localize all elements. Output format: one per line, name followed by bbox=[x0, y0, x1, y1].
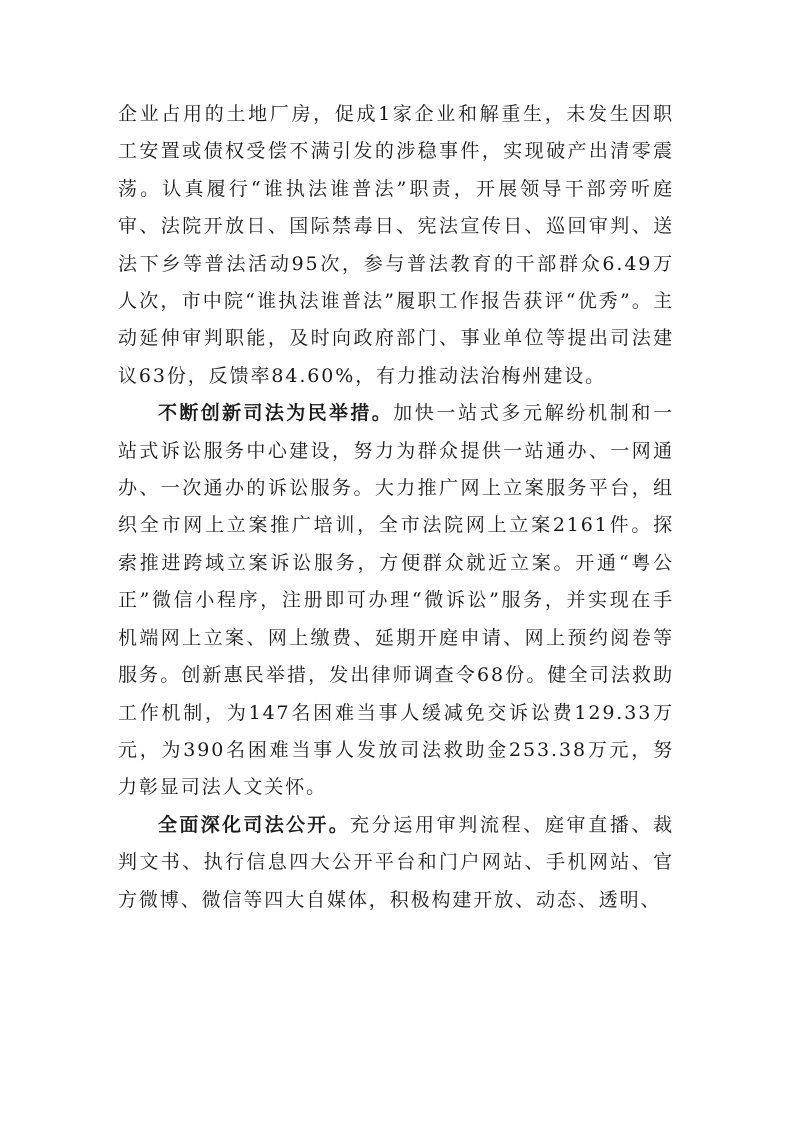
paragraph-text: 充分运用审判流程、庭审直播、裁判文书、执行信息四大公开平台和门户网站、手机网站、官方微博、微信等四大自媒体，积极构建开放、动态、透明、 bbox=[118, 813, 674, 911]
paragraph-lead-heading: 全面深化司法公开。 bbox=[158, 813, 351, 836]
paragraph-text: 加快一站式多元解纷机制和一站式诉讼服务中心建设，努力为群众提供一站通办、一网通办、一次通办的诉讼服务。大力推广网上立案服务平台，组织全市网上立案推广培训，全市法院网上立案2161件。探索推进跨域立案诉讼服务，方便群众就近立案。开通“粤公正”微信小程序，注册即可办理“微诉讼”服务，并实现在手机端网上立案、网上缴费、延期开庭申请、网上预约阅卷等服务。创新惠民举措，发出律师调查令68份。健全司法救助工作机制，为147名困难当事人缓减免交诉讼费129.33万元，为390名困难当事人发放司法救助金253.38万元，努力彰显司法人文关怀。 bbox=[118, 402, 674, 799]
paragraph-text: 企业占用的土地厂房，促成1家企业和解重生，未发生因职工安置或债权受偿不满引发的涉稳事件，实现破产出清零震荡。认真履行“谁执法谁普法”职责，开展领导干部旁听庭审、法院开放日、国际禁毒日、宪法宣传日、巡回审判、送法下乡等普法活动95次，参与普法教育的干部群众6.49万人次，市中院“谁执法谁普法”履职工作报告获评“优秀”。主动延伸审判职能，及时向政府部门、事业单位等提出司法建议63份，反馈率84.60%，有力推动法治梅州建设。 bbox=[118, 103, 674, 387]
document-body bbox=[118, 96, 674, 919]
paragraph-judicial-service bbox=[118, 395, 674, 806]
paragraph-continuation bbox=[118, 96, 674, 395]
paragraph-lead-heading: 不断创新司法为民举措。 bbox=[158, 402, 394, 425]
paragraph-judicial-openness bbox=[118, 807, 674, 919]
